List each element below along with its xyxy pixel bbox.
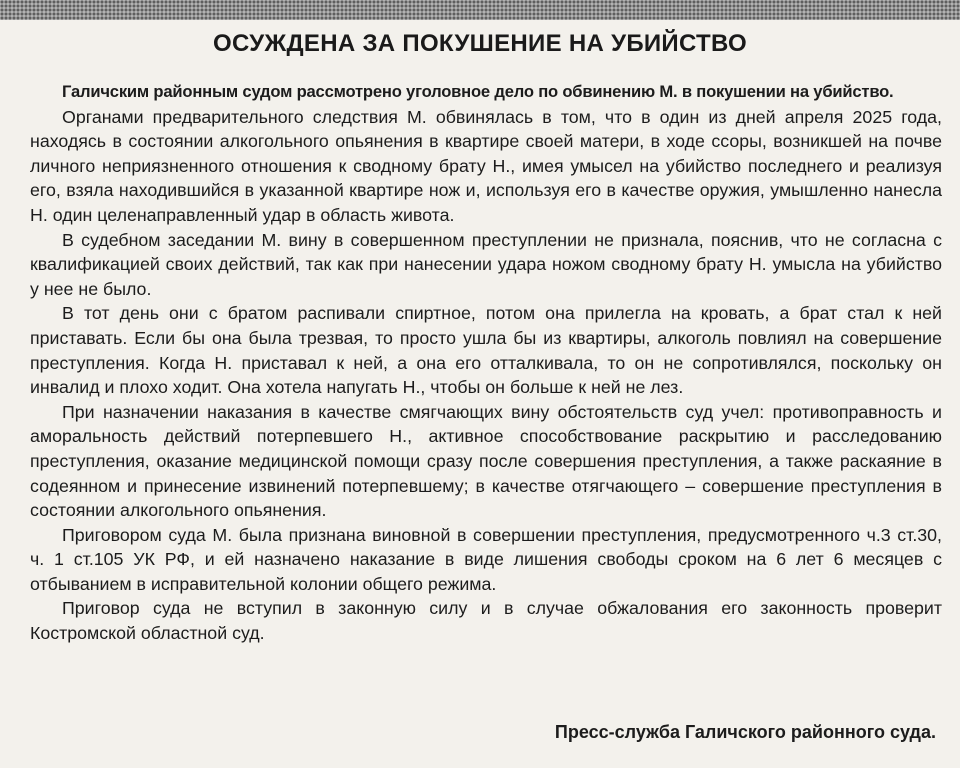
article-body <box>30 80 942 646</box>
paragraph-charges: Органами предварительного следствия М. обвинялась в том, что в один из дней апреля 2025 года, находясь в состоянии алкогольного опьянения в квартире своей матери, в ходе ссоры, возникшей на почве личного неприязненного отношения к сводному брату Н., имея умысел на убийство последнего и реализуя его, взяла находившийся в указанной квартире нож и, используя его в качестве оружия, умышленно нанесла Н. один целенаправленный удар в область живота. <box>30 106 942 225</box>
lead-paragraph: Галичским районным судом рассмотрено уголовное дело по обвинению М. в покушении на убийство. <box>62 82 894 101</box>
paragraph-sentence: Приговором суда М. была признана виновной в совершении преступления, предусмотренного ч.3 ст.30, ч. 1 ст.105 УК РФ, и ей назначено наказание в виде лишения свободы сроком на 6 лет 6 месяцев с отбыванием в исправительной колонии общего режима. <box>30 524 942 594</box>
paragraph-mitigating-factors: При назначении наказания в качестве смягчающих вину обстоятельств суд учел: противоправность и аморальность действий потерпевшего Н., активное способствование раскрытию и расследованию преступления, оказание медицинской помощи сразу после совершения преступления, а также раскаяние в содеянном и принесение извинений потерпевшему; в качестве отягчающего – совершение преступления в состоянии алкогольного опьянения. <box>30 401 942 521</box>
press-service-signature: Пресс-служба Галичского районного суда. <box>554 722 936 742</box>
paragraph-court-hearing: В судебном заседании М. вину в совершенном преступлении не признала, пояснив, что не согласна с квалификацией своих действий, так как при нанесении удара ножом сводному брату Н. умысла на убийство у нее не было. <box>30 229 942 299</box>
halftone-header-strip <box>0 0 960 20</box>
article-headline: ОСУЖДЕНА ЗА ПОКУШЕНИЕ НА УБИЙСТВО <box>213 30 747 57</box>
paragraph-defendant-account: В тот день они с братом распивали спиртное, потом она прилегла на кровать, а брат стал к ней приставать. Если бы она была трезвая, то просто ушла бы из квартиры, алкоголь повлиял на совершение преступления. Когда Н. приставал к ней, а она его отталкивала, то он не сопротивлялся, поскольку он инвалид и плохо ходит. Она хотела напугать Н., чтобы он больше к ней не лез. <box>30 303 942 398</box>
paragraph-appeal: Приговор суда не вступил в законную силу и в случае обжалования его законность проверит Костромской областной суд. <box>30 598 942 644</box>
